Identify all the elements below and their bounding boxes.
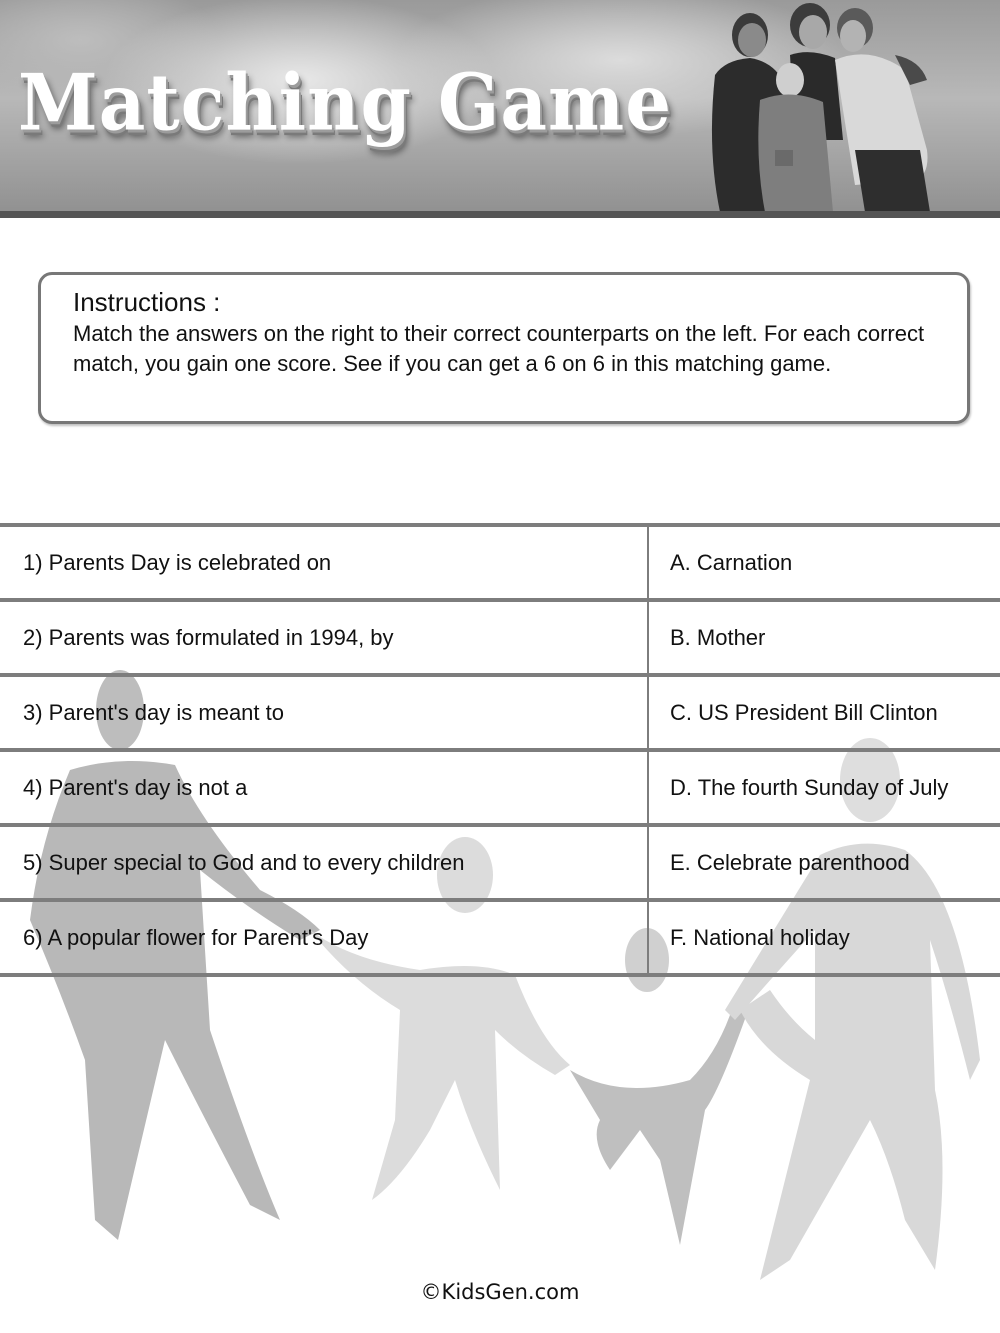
table-row xyxy=(0,673,1000,748)
question-1: 1) Parents Day is celebrated on xyxy=(23,550,332,575)
table-row xyxy=(0,598,1000,673)
table-row xyxy=(0,898,1000,977)
copyright-footer: ©KidsGen.com xyxy=(420,1280,580,1304)
small-child-body xyxy=(570,1000,750,1245)
answer-c: C. US President Bill Clinton xyxy=(670,700,938,725)
family-photo-icon xyxy=(705,0,975,212)
question-6: 6) A popular flower for Parent's Day xyxy=(23,925,369,950)
answer-f: F. National holiday xyxy=(670,925,850,950)
question-4: 4) Parent's day is not a xyxy=(23,775,248,800)
header-banner xyxy=(0,0,1000,218)
answer-e: E. Celebrate parenthood xyxy=(670,850,910,875)
answer-a: A. Carnation xyxy=(670,550,793,575)
instructions-box xyxy=(38,272,970,424)
answer-d: D. The fourth Sunday of July xyxy=(670,775,949,800)
matching-table xyxy=(0,523,1000,977)
table-row xyxy=(0,748,1000,823)
table-row xyxy=(0,823,1000,898)
answer-b: B. Mother xyxy=(670,625,766,650)
table-row xyxy=(0,523,1000,598)
question-5: 5) Super special to God and to every children xyxy=(23,850,465,875)
instructions-text: Match the answers on the right to their correct counterparts on the left. For each correct match, you gain one score. See if you can get a 6 on 6 in this matching game. xyxy=(73,321,925,376)
question-2: 2) Parents was formulated in 1994, by xyxy=(23,625,394,650)
instructions-heading: Instructions : xyxy=(73,287,221,317)
question-3: 3) Parent's day is meant to xyxy=(23,700,284,725)
column-divider xyxy=(647,523,649,975)
banner-divider xyxy=(0,211,1000,218)
page-title: Matching Game xyxy=(18,56,673,148)
